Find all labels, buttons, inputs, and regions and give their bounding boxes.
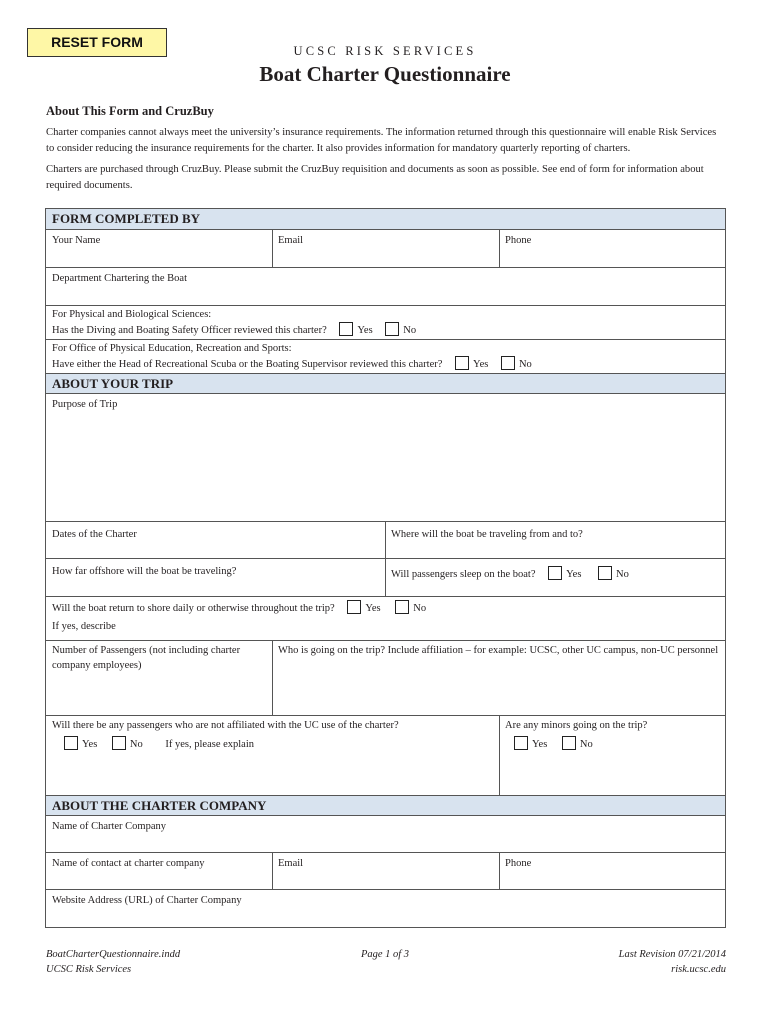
sleep-question [391, 566, 635, 582]
unaffiliated-label: Will there be any passengers who are not affiliated with the UC use of the charter? [52, 720, 399, 731]
unaffiliated-minors-row [46, 716, 725, 796]
minors-no-label: No [579, 739, 593, 750]
purpose-field[interactable] [46, 394, 725, 521]
unaffiliated-explain-label: If yes, please explain [165, 739, 255, 750]
unaffiliated-no-checkbox[interactable] [112, 736, 126, 750]
minors-yes-label: Yes [532, 739, 548, 750]
passengers-row [46, 641, 725, 716]
name-email-phone-row [46, 230, 725, 268]
contact-row [46, 853, 725, 890]
website-label: Website Address (URL) of Charter Company [52, 895, 242, 906]
email-label: Email [278, 235, 304, 246]
footer-revision: Last Revision 07/21/2014 [618, 949, 726, 960]
company-name-field[interactable] [46, 816, 725, 852]
footer-filename: BoatCharterQuestionnaire.indd [46, 949, 181, 960]
email-field[interactable] [272, 230, 499, 267]
return-no-checkbox[interactable] [395, 600, 409, 614]
footer-page-number: Page 1 of 3 [360, 949, 410, 960]
return-label: Will the boat return to shore daily or otherwise throughout the trip? [52, 603, 335, 614]
reset-form-button[interactable]: RESET FORM [27, 28, 167, 57]
website-row [46, 890, 725, 928]
return-row [46, 597, 725, 641]
sleep-yes-label: Yes [566, 569, 582, 580]
where-field[interactable] [385, 522, 727, 558]
oper-no-label: No [518, 359, 532, 370]
purpose-label: Purpose of Trip [52, 399, 118, 410]
minors-options [514, 736, 599, 752]
minors-yes-checkbox[interactable] [514, 736, 528, 750]
section-charter-company: ABOUT THE CHARTER COMPANY [46, 795, 725, 816]
oper-yes-checkbox[interactable] [455, 356, 469, 370]
about-heading: About This Form and CruzBuy [46, 104, 214, 118]
unaffiliated-no-label: No [129, 739, 143, 750]
offshore-label: How far offshore will the boat be traveling? [52, 566, 237, 577]
unaffiliated-yes-label: Yes [82, 739, 98, 750]
org-name: UCSC RISK SERVICES [293, 44, 477, 58]
company-name-row [46, 816, 725, 853]
unaffiliated-yes-checkbox[interactable] [64, 736, 78, 750]
page-title: Boat Charter Questionnaire [259, 62, 511, 86]
company-phone-label: Phone [505, 858, 532, 869]
sleep-label: Will passengers sleep on the boat? [391, 569, 536, 580]
who-label: Who is going on the trip? Include affiliation – for example: UCSC, other UC campus, non-UC personnel [278, 645, 719, 656]
return-no-label: No [413, 603, 427, 614]
footer-right [619, 947, 726, 977]
website-field[interactable] [46, 890, 725, 928]
unaffiliated-options [64, 736, 254, 752]
department-label: Department Chartering the Boat [52, 273, 187, 284]
oper-row [46, 340, 725, 374]
footer-site: risk.ucsc.edu [671, 964, 726, 975]
about-paragraph-1: Charter companies cannot always meet the university’s insurance requirements. The information returned through this questionnaire will enable Risk Services to consider reducing the insurance requirements for the charter. It also provides information for mandatory quarterly reporting of charters. [46, 127, 717, 154]
oper-question [52, 356, 538, 372]
oper-yes-label: Yes [473, 359, 489, 370]
sleep-no-checkbox[interactable] [598, 566, 612, 580]
oper-label-1: For Office of Physical Education, Recreation and Sports: [52, 343, 292, 354]
contact-field[interactable] [46, 853, 272, 889]
pbs-label-1: For Physical and Biological Sciences: [52, 309, 212, 320]
footer-dept: UCSC Risk Services [46, 964, 132, 975]
company-phone-field[interactable] [499, 853, 727, 889]
offshore-field[interactable] [46, 559, 385, 596]
pbs-question [52, 322, 422, 338]
dates-field[interactable] [46, 522, 385, 558]
minors-no-checkbox[interactable] [562, 736, 576, 750]
pbs-no-checkbox[interactable] [385, 322, 399, 336]
return-yes-checkbox[interactable] [347, 600, 361, 614]
pbs-row [46, 306, 725, 340]
purpose-row [46, 394, 725, 522]
pbs-yes-checkbox[interactable] [339, 322, 353, 336]
section-about-trip: ABOUT YOUR TRIP [46, 373, 725, 394]
company-email-field[interactable] [272, 853, 499, 889]
phone-label: Phone [505, 235, 532, 246]
who-field[interactable] [272, 641, 727, 715]
sleep-yes-checkbox[interactable] [548, 566, 562, 580]
department-field[interactable] [46, 268, 725, 305]
return-question [52, 600, 432, 616]
dates-label: Dates of the Charter [52, 529, 137, 540]
pbs-yes-label: Yes [357, 325, 373, 336]
your-name-field[interactable] [46, 230, 272, 267]
contact-label: Name of contact at charter company [52, 858, 205, 869]
phone-field[interactable] [499, 230, 727, 267]
minors-label: Are any minors going on the trip? [505, 720, 648, 731]
where-label: Where will the boat be traveling from and to? [391, 529, 583, 540]
company-email-label: Email [278, 858, 304, 869]
about-paragraph-2: Charters are purchased through CruzBuy. Please submit the CruzBuy requisition and documents as soon as possible. See end of form for information about required documents. [46, 164, 704, 191]
department-row [46, 268, 725, 306]
company-name-label: Name of Charter Company [52, 821, 167, 832]
section-form-completed: FORM COMPLETED BY [46, 209, 725, 230]
pbs-no-label: No [403, 325, 417, 336]
form-table [45, 208, 726, 928]
your-name-label: Your Name [52, 235, 101, 246]
offshore-sleep-row [46, 559, 725, 597]
passengers-field[interactable] [46, 641, 272, 715]
oper-no-checkbox[interactable] [501, 356, 515, 370]
pbs-label-2: Has the Diving and Boating Safety Officer reviewed this charter? [52, 325, 327, 336]
dates-where-row [46, 522, 725, 559]
oper-label-2: Have either the Head of Recreational Scuba or the Boating Supervisor reviewed this charter? [52, 359, 443, 370]
return-describe-label: If yes, describe [52, 621, 116, 632]
sleep-no-label: No [616, 569, 629, 580]
return-yes-label: Yes [365, 603, 381, 614]
passengers-label: Number of Passengers (not including charter company employees) [52, 645, 241, 671]
